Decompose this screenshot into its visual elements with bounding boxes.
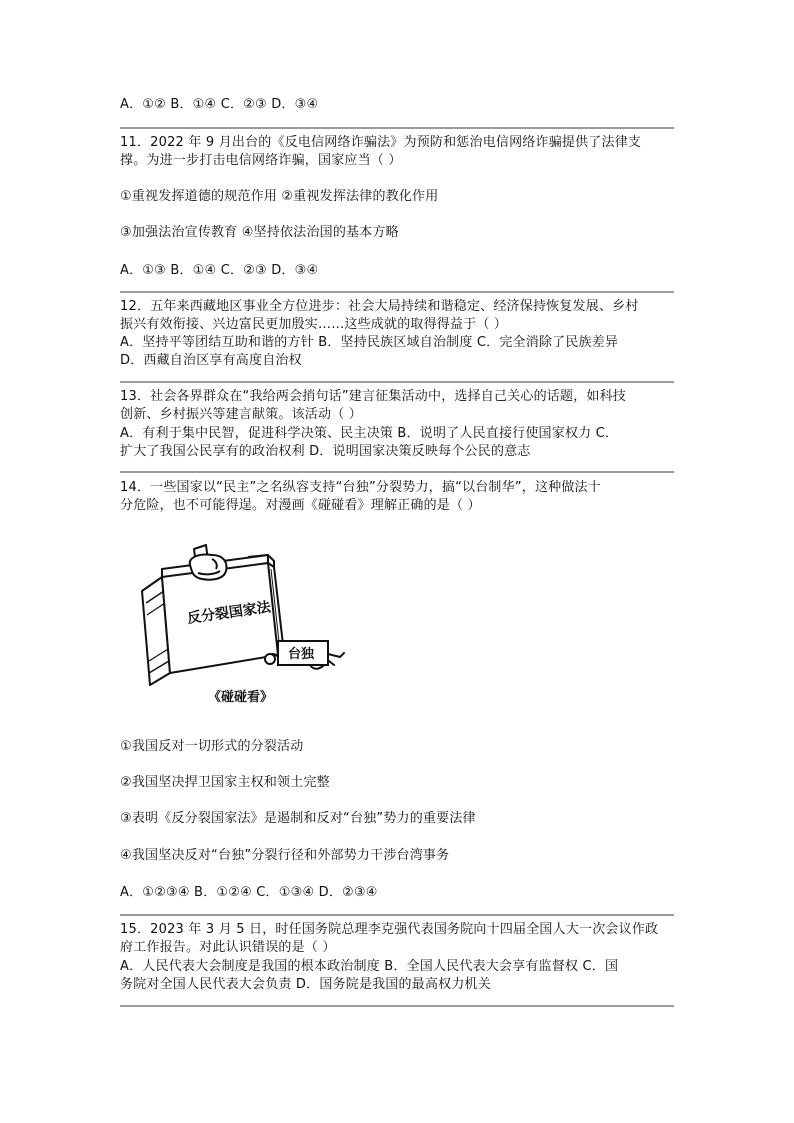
q14-options: A．①②③④ B．①②④ C．①③④ D．②③④ (120, 885, 378, 900)
q12-stem-line-1: 12．五年来西藏地区事业全方位进步：社会大局持续和谐稳定、经济保持恢复发展、乡村 (120, 299, 639, 314)
taidu-sign-label: 台独 (288, 647, 315, 662)
q10-options: A．①② B．①④ C．②③ D．③④ (120, 97, 319, 112)
q15-options-line-2: 务院对全国人民代表大会负责 D．国务院是我国的最高权力机关 (120, 977, 491, 992)
q12-options-line-1: A．坚持平等团结互助和谐的方针 B．坚持民族区域自治制度 C．完全消除了民族差异 (120, 335, 619, 350)
q13-stem-line-2: 创新、乡村振兴等建言献策。该活动（ ） (120, 407, 362, 422)
divider (120, 127, 674, 129)
q13-stem-line-1: 13．社会各界群众在“我给两会捎句话”建言征集活动中，选择自己关心的话题，如科技 (120, 389, 627, 404)
hand-drawing (190, 545, 227, 580)
q14-item-line-2: ②我国坚决捍卫国家主权和领土完整 (120, 775, 330, 790)
q14-item-line-4: ④我国坚决反对“台独”分裂行径和外部势力干涉台湾事务 (120, 848, 450, 863)
q11-item-line-1: ①重视发挥道德的规范作用 ②重视发挥法律的教化作用 (120, 189, 439, 204)
q11-options: A．①③ B．①④ C．②③ D．③④ (120, 263, 319, 278)
book-title-label: 反分裂国家法 (186, 599, 272, 627)
q14-item-line-1: ①我国反对一切形式的分裂活动 (120, 739, 304, 754)
cartoon-pengpengkan (128, 543, 368, 713)
q14-stem-line-2: 分危险，也不可能得逞。对漫画《碰碰看》理解正确的是（ ） (120, 498, 481, 513)
q15-stem-line-2: 府工作报告。对此认识错误的是（ ） (120, 940, 336, 955)
cartoon-caption: 《碰碰看》 (208, 690, 274, 705)
q11-stem-line-2: 撑。为进一步打击电信网络诈骗，国家应当（ ） (120, 153, 402, 168)
q14-stem-line-1: 14．一些国家以“民主”之名纵容支持“台独”分裂势力，搞“以台制华”，这种做法十 (120, 480, 601, 495)
divider (120, 914, 674, 916)
divider (120, 381, 674, 383)
divider (120, 1005, 674, 1007)
q11-stem-line-1: 11．2022 年 9 月出台的《反电信网络诈骗法》为预防和惩治电信网络诈骗提供了法律支 (120, 135, 642, 150)
q12-stem-line-2: 振兴有效衔接、兴边富民更加殷实……这些成就的取得得益于（ ） (120, 317, 508, 332)
cartoon-illustration (128, 543, 368, 713)
q11-item-line-2: ③加强法治宣传教育 ④坚持依法治国的基本方略 (120, 225, 399, 240)
divider (120, 471, 674, 473)
q15-options-line-1: A．人民代表大会制度是我国的根本政治制度 B．全国人民代表大会享有监督权 C．国 (120, 959, 619, 974)
q13-options-line-2: 扩大了我国公民享有的政治权利 D．说明国家决策反映每个公民的意志 (120, 444, 531, 459)
divider (120, 291, 674, 293)
q14-item-line-3: ③表明《反分裂国家法》是遏制和反对“台独”势力的重要法律 (120, 811, 476, 826)
q12-options-line-2: D．西藏自治区享有高度自治权 (120, 353, 302, 368)
q15-stem-line-1: 15．2023 年 3 月 5 日，时任国务院总理李克强代表国务院向十四届全国人大一次会议作政 (120, 922, 659, 937)
q13-options-line-1: A．有利于集中民智，促进科学决策、民主决策 B．说明了人民直接行使国家权力 C． (120, 426, 619, 441)
